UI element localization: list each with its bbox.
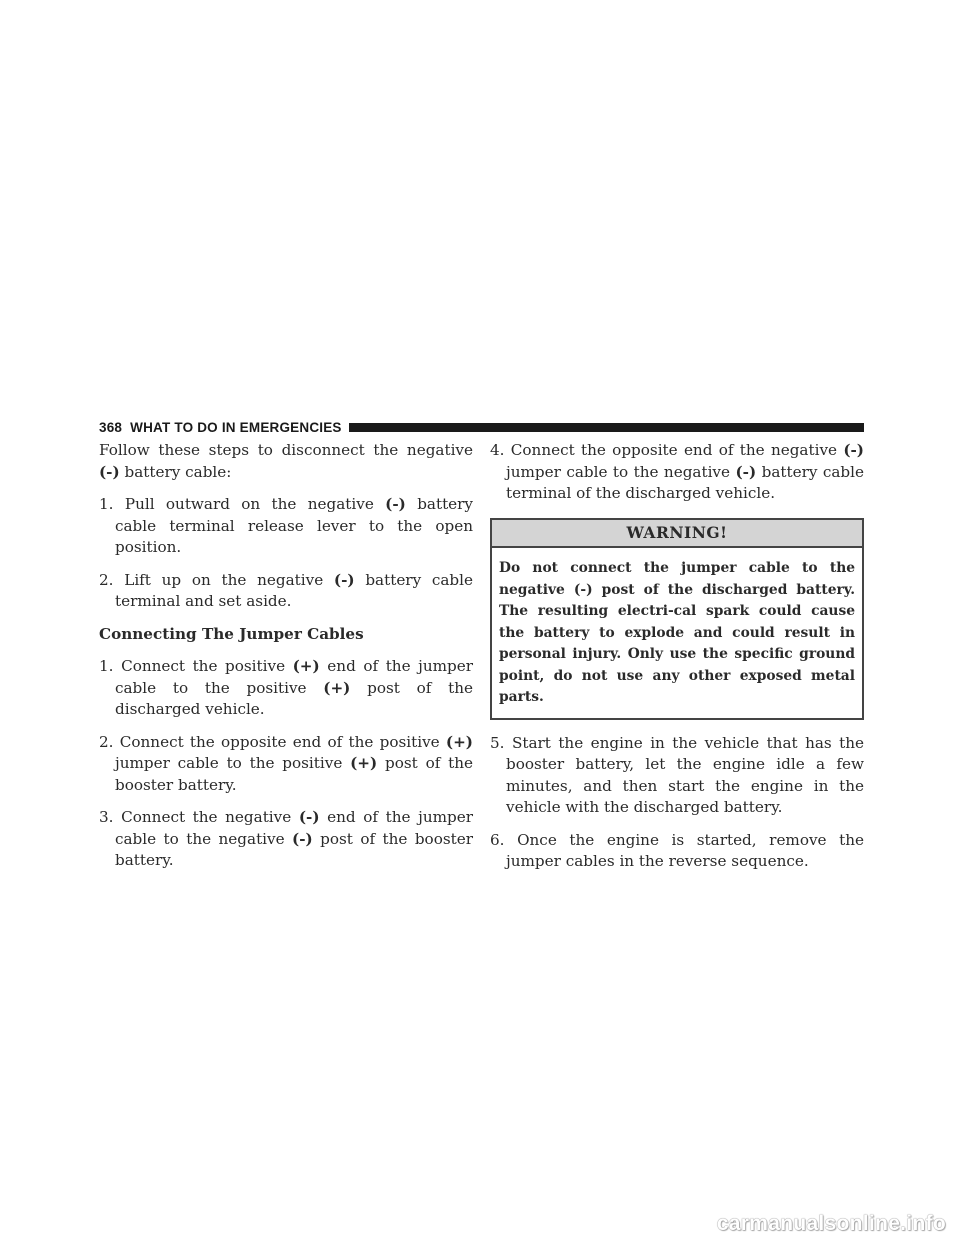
page-number: 368 [99, 419, 123, 435]
page-header [99, 417, 864, 437]
disconnect-step-1: 1. Pull outward on the negative (-) battery cable terminal release lever to the open position. [99, 495, 474, 556]
disconnect-step-2: 2. Lift up on the negative (-) battery cable terminal and set aside. [99, 570, 474, 610]
connect-step-1: 1. Connect the positive (+) end of the jumper cable to the positive (+) post of the discharged vehicle. [99, 657, 473, 718]
warning-box [490, 518, 864, 720]
connect-step-4: 4. Connect the opposite end of the negative (-) jumper cable to the negative (-) battery cable terminal of the discharged vehicle. [490, 441, 864, 502]
warning-title: WARNING! [492, 520, 862, 549]
connect-step-6: 6. Once the engine is started, remove the jumper cables in the reverse sequence. [490, 830, 864, 870]
header-rule [349, 423, 864, 432]
left-column [99, 440, 473, 883]
right-column [490, 440, 864, 884]
connect-step-2: 2. Connect the opposite end of the positive (+) jumper cable to the positive (+) post of the booster battery. [99, 732, 473, 794]
subheading-connecting-jumper-cables: Connecting The Jumper Cables [99, 624, 364, 643]
section-title: WHAT TO DO IN EMERGENCIES [130, 419, 342, 435]
watermark: carmanualsonline.info [716, 1212, 946, 1235]
intro-paragraph: Follow these steps to disconnect the negative (-) battery cable: [99, 441, 473, 481]
connect-step-5: 5. Start the engine in the vehicle that has the booster battery, let the engine idle a few minutes, and then start the engine in the vehicle with the discharged battery. [490, 733, 865, 816]
connect-step-3: 3. Connect the negative (-) end of the jumper cable to the negative (-) post of the booster battery. [99, 808, 474, 869]
warning-text: Do not connect the jumper cable to the negative (-) post of the discharged battery. The resulting electri-cal spark could cause the battery to explode and could result in personal injury. Only use the specific ground point, do not use any other exposed metal parts. [499, 560, 855, 705]
